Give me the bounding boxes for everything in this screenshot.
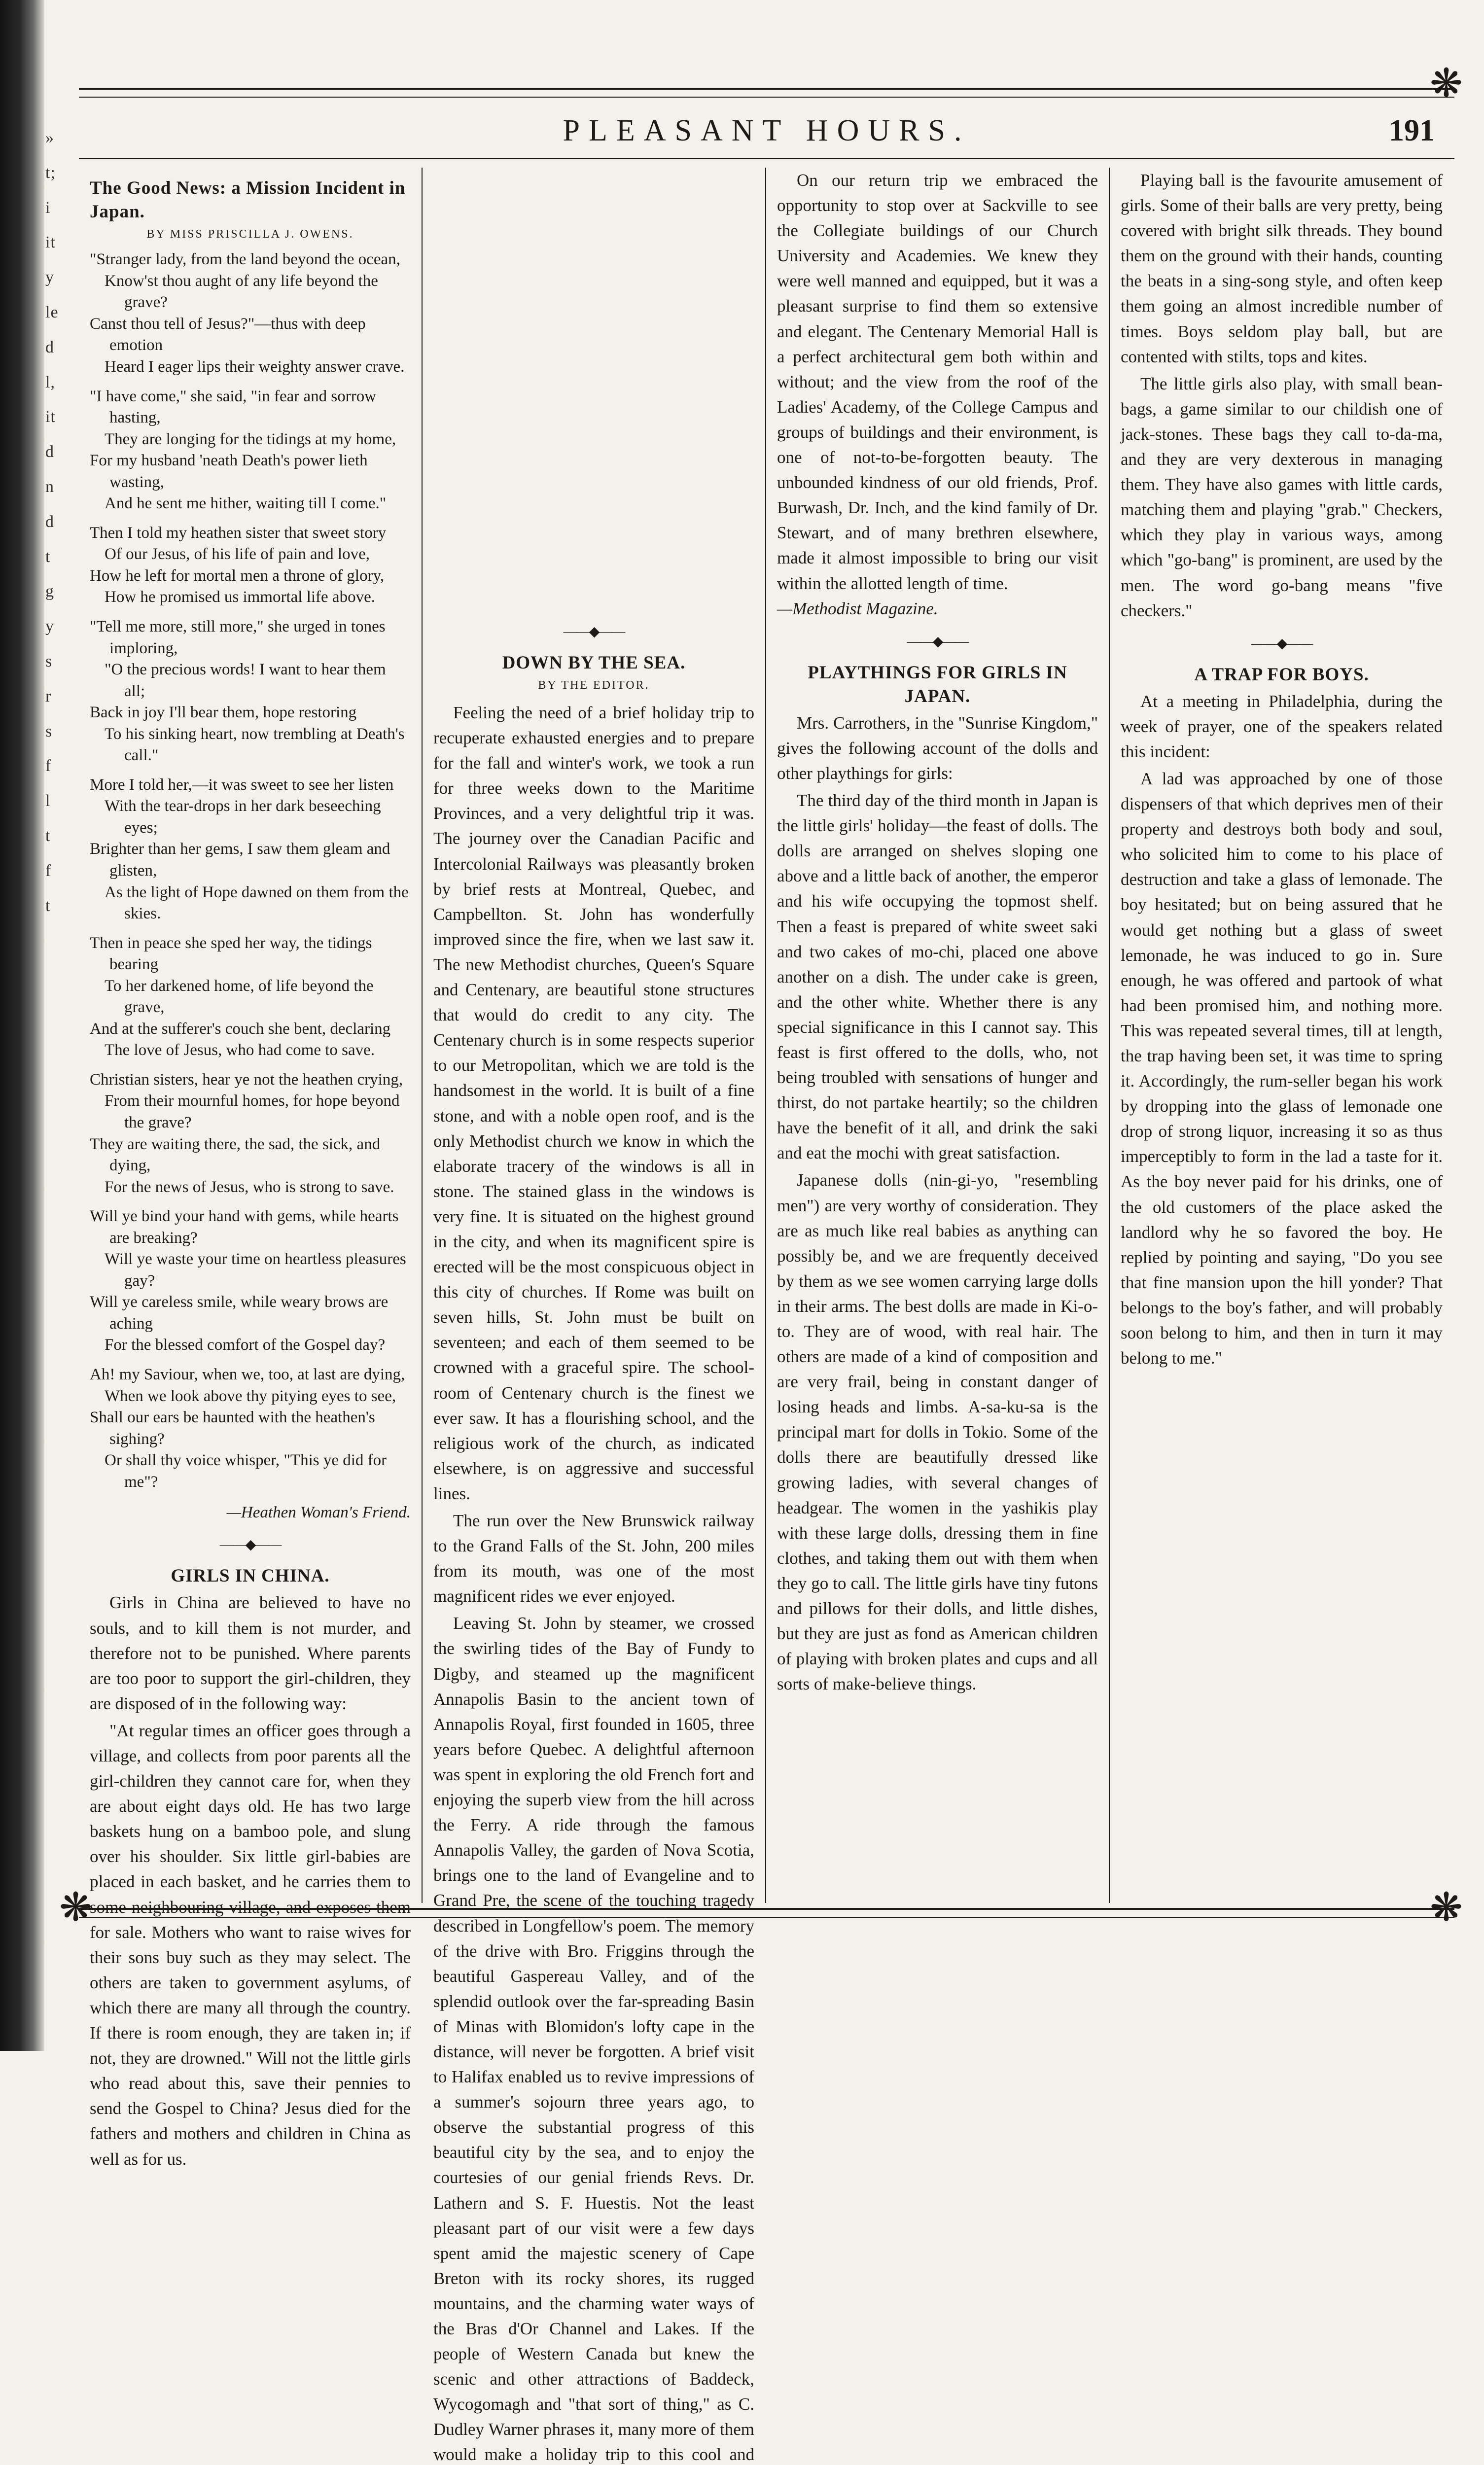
poem-good-news	[90, 249, 411, 1493]
paragraph: Feeling the need of a brief holiday trip to recuperate exhausted energies and to prepare for the fall and winter's work, we took a run for three weeks down to the Maritime Provinces, and a very delightful trip it was. The journey over the Canadian Pacific and Intercolonial Railways was pleasantly broken by brief rests at Montreal, Quebec, and Campbellton. St. John has wonderfully improved since the fire, when we last saw it. The new Methodist churches, Queen's Square and Centenary, are beautiful stone structures that would do credit to any city. The Centenary church is in some respects superior to our Metropolitan, which we are told is the handsomest in the world. It is built of a fine stone, and with a noble open roof, and is the only Methodist church we know in which the elaborate tracery of the windows is all in stone. The stained glass in the windows is very fine. It is situated on the highest ground in the city, and when its magnificent spire is erected will be the most conspicuous object in this city of churches. If Rome was built on seven hills, St. John must be built on seventeen; and each of them seemed to be crowned with a graceful spire. The school-room of Centenary church is the finest we ever saw. It has a flourishing school, and the religious work of the church, as indicated elsewhere, is on aggressive and successful lines.	[433, 703, 754, 1503]
article-title-playthings: PLAYTHINGS FOR GIRLS IN JAPAN.	[808, 662, 1067, 706]
paragraph: On our return trip we embraced the opportunity to stop over at Sackville to see the Collegiate buildings of our Church University and Academies. We knew they were well manned and equipped, but it was a pleasant surprise to find them so extensive and elegant. The Centenary Memorial Hall is a perfect architectural gem both within and without; and the view from the roof of the Ladies' Academy, of the College Campus and groups of buildings and their environment, is one of not-to-be-forgotten beauty. The unbounded kindness of our old friends, Prof. Burwash, Dr. Inch, and the kind family of Dr. Stewart, and of many brethren elsewhere, made it almost impossible to bring our visit within the allotted length of time.	[777, 171, 1098, 593]
poem-stanza	[90, 523, 411, 608]
section-divider: ——◆——	[219, 1537, 281, 1553]
column-3	[766, 168, 1110, 1903]
article-title-good-news: The Good News: a Mission Incident in Japan.	[90, 178, 406, 222]
paragraph: Leaving St. John by steamer, we crossed the swirling tides of the Bay of Fundy to Digby, and steamed up the magnificent Annapolis Basin to the ancient town of Annapolis Royal, first founded in 1605, three years before Quebec. A delightful afternoon was spent in exploring the old French fort and enjoying the superb view from the hill across the Ferry. A ride through the famous Annapolis Valley, the garden of Nova Scotia, brings one to the land of Evangeline and to Grand Pre, the scene of the touching tragedy described in Longfellow's poem. The memory of the drive with Bro. Friggins through the beautiful Gaspereau Valley, and of the splendid outlook over the far-spreading Basin of Minas with Blomidon's lofty cape in the distance, will never be forgotten. A brief visit to Halifax enabled us to revive impressions of a summer's sojourn three years ago, to observe the substantial progress of this beautiful city by the sea, and to enjoy the courtesies of our genial friends Revs. Dr. Lathern and S. F. Huestis. Not the least pleasant part of our visit were a few days spent amid the majestic scenery of Cape Breton with its rocky shores, its rugged mountains, and the charming water ways of the Bras d'Or Channel and Lakes. If the people of Western Canada but knew the scenic and other attractions of Baddeck, Wycogomagh and "that sort of thing," as C. Dudley Warner phrases it, many more of them would make a holiday trip to this cool and	[433, 1614, 754, 2465]
paragraph: A lad was approached by one of those dispensers of that which deprives men of their property and destroys both body and soul, who solicited him to come to his place of destruction and take a glass of lemonade. The boy hesitated; but on being assured that he would get nothing but a glass of sweet lemonade, he was induced to go in. Sure enough, he was offered and partook of what had been promised him, and nothing more. This was repeated several times, till at length, the trap having been set, it was time to spring it. Accordingly, the rum-seller began his work by dropping into the glass of lemonade one drop of strong liquor, increasing it so as thus imperceptibly to form in the lad a taste for it. As the boy never paid for his drinks, one of the old customers of the place asked the landlord why he so favored the boy. He replied by pointing and saying, "Do you see that fine mansion upon the hill yonder? That belongs to the boy's father, and will probably soon belong to him, and then in turn it may belong to me."	[1121, 769, 1443, 1368]
corner-ornament-bottom-right: ❋	[1430, 1886, 1463, 1930]
poem-line: More I told her,—it was sweet to see her listen	[90, 775, 394, 794]
poem-line: To his sinking heart, now trembling at Death's call."	[105, 725, 405, 765]
gutter-mark: f	[45, 861, 52, 880]
poem-line: How he left for mortal men a throne of glory,	[90, 566, 385, 585]
poem-line: "O the precious words! I want to hear them all;	[105, 661, 386, 700]
poem-line: Christian sisters, hear ye not the heathen crying,	[90, 1070, 403, 1089]
gutter-mark: it	[45, 233, 56, 252]
poem-line: Know'st thou aught of any life beyond the grave?	[105, 272, 378, 312]
binding-spine	[0, 0, 44, 2051]
poem-line: For the news of Jesus, who is strong to save.	[105, 1178, 394, 1196]
gutter-mark: d	[45, 512, 54, 531]
top-frame-rule	[79, 88, 1454, 98]
poem-line: They are waiting there, the sad, the sick, and dying,	[90, 1135, 381, 1175]
bottom-frame-rule	[79, 1908, 1454, 1918]
gutter-mark: t	[45, 896, 51, 915]
poem-stanza	[90, 1206, 411, 1356]
poem-line: Will ye careless smile, while weary brows are aching	[90, 1293, 389, 1333]
gutter-mark: y	[45, 617, 54, 636]
gutter-mark: f	[45, 757, 52, 775]
section-divider: ——◆——	[907, 634, 968, 649]
poem-line: Will ye bind your hand with gems, while hearts are breaking?	[90, 1207, 399, 1247]
running-title: PLEASANT HOURS.	[563, 114, 971, 147]
poem-line: Of our Jesus, of his life of pain and love,	[105, 545, 370, 563]
poem-line: Shall our ears be haunted with the heathen's sighing?	[90, 1409, 375, 1448]
page-number: 191	[1389, 114, 1435, 147]
paragraph: Mrs. Carrothers, in the "Sunrise Kingdom," gives the following account of the dolls and other playthings for girls:	[777, 713, 1098, 783]
poem-line: Ah! my Saviour, when we, too, at last are dying,	[90, 1366, 405, 1384]
poem-stanza	[90, 933, 411, 1061]
poem-line: To her darkened home, of life beyond the grave,	[105, 977, 374, 1017]
poem-line: Or shall thy voice whisper, "This ye did for me"?	[105, 1451, 387, 1491]
gutter-mark: le	[45, 303, 59, 321]
paragraph: Playing ball is the favourite amusement of girls. Some of their balls are very pretty, being covered with bright silk threads. They bound them on the ground with their hands, counting the beats in a sing-song style, and often keep them going an almost incredible number of times. Boys seldom play ball, but are contented with stilts, tops and kites.	[1121, 171, 1443, 366]
poem-line: "I have come," she said, "in fear and sorrow hasting,	[90, 387, 377, 427]
byline-good-news: BY MISS PRISCILLA J. OWENS.	[146, 228, 354, 241]
paragraph: The run over the New Brunswick railway to the Grand Falls of the St. John, 200 miles from its mouth, was one of the most magnificent rides we ever enjoyed.	[433, 1511, 754, 1606]
gutter-mark: s	[45, 652, 53, 670]
poem-line: "Stranger lady, from the land beyond the ocean,	[90, 250, 400, 269]
gutter-mark: y	[45, 268, 54, 287]
poem-line: "Tell me more, still more," she urged in tones imploring,	[90, 617, 386, 657]
columns	[79, 168, 1454, 2465]
paragraph: The little girls also play, with small bean-bags, a game similar to our childish one of jack-stones. These bags they call to-da-ma, and they are very dexterous in managing them. They have also games with little cards, matching them and playing "grab." Checkers, which they play in various ways, among which "go-bang" is prominent, are used by the men. The word go-bang means "five checkers."	[1121, 374, 1443, 620]
paragraph: Japanese dolls (nin-gi-yo, "resembling men") are very worthy of consideration. They are as much like real babies as anything can possibly be, and we are frequently deceived by them as we see women carrying large dolls in their arms. The best dolls are made in Ki-o-to. They are of wood, with real hair. The others are made of a kind of composition and are very frail, being in constant danger of losing heads and limbs. A-sa-ku-sa is the principal mart for dolls in Tokio. Some of the dolls there are beautifully dressed like growing ladies, with several changes of headgear. The women in the yashikis play with these large dolls, dressing them in fine clothes, and taking them out with them when they go to call. The little girls have tiny futons and pillows for their dolls, and little dishes, but they are just as fond as American children of playing with broken plates and cups and all sorts of make-believe things.	[777, 1170, 1098, 1694]
poem-stanza	[90, 1364, 411, 1493]
corner-ornament-bottom-left: ❋	[59, 1886, 93, 1930]
poem-line: And he sent me hither, waiting till I come."	[105, 494, 387, 513]
corner-ornament-top-right: ❋	[1430, 62, 1463, 106]
poem-line: Heard I eager lips their weighty answer crave.	[105, 357, 405, 376]
gutter-mark: l	[45, 792, 51, 810]
gutter-mark: s	[45, 722, 53, 740]
column-1	[79, 168, 423, 2169]
poem-line: For the blessed comfort of the Gospel day?	[105, 1336, 386, 1354]
poem-line: When we look above thy pitying eyes to see,	[105, 1387, 396, 1405]
gutter-mark: i	[45, 198, 51, 217]
gutter-mark: d	[45, 338, 54, 356]
gutter-mark: r	[45, 687, 52, 705]
poem-line: For my husband 'neath Death's power lieth wasting,	[90, 452, 368, 491]
poem-stanza	[90, 775, 411, 925]
gutter-mark: g	[45, 582, 54, 601]
article-title-trap-for-boys: A TRAP FOR BOYS.	[1194, 664, 1369, 685]
poem-stanza	[90, 249, 411, 378]
gutter-mark: n	[45, 477, 54, 496]
gutter-mark: t	[45, 547, 51, 566]
paragraph: At a meeting in Philadelphia, during the week of prayer, one of the speakers related this incident:	[1121, 691, 1443, 761]
column-4	[1110, 168, 1453, 1903]
page-header	[79, 104, 1454, 159]
byline-down-by-sea: BY THE EDITOR.	[538, 678, 650, 692]
poem-line: Back in joy I'll bear them, hope restoring	[90, 704, 357, 722]
poem-line: Then I told my heathen sister that sweet story	[90, 524, 387, 542]
source-down-by-sea: —Methodist Magazine.	[777, 599, 938, 618]
poem-line: Then in peace she sped her way, the tidings bearing	[90, 934, 372, 974]
poem-stanza	[90, 1069, 411, 1198]
paragraph: Girls in China are believed to have no souls, and to kill them is not murder, and therefore not to be punished. Where parents are too poor to support the girl-children, they are disposed of in the following way:	[90, 1593, 411, 1713]
poem-line: As the light of Hope dawned on them from the skies.	[105, 883, 409, 923]
poem-line: How he promised us immortal life above.	[105, 588, 375, 606]
poem-line: The love of Jesus, who had come to save.	[105, 1041, 375, 1059]
article-title-down-by-sea: DOWN BY THE SEA.	[502, 652, 686, 673]
poem-line: Brighter than her gems, I saw them gleam and glisten,	[90, 840, 390, 880]
poem-line: Will ye waste your time on heartless pleasures gay?	[105, 1250, 406, 1290]
gutter-mark: d	[45, 443, 54, 461]
paragraph: "At regular times an officer goes through a village, and collects from poor parents all the girl-children they cannot care for, when they are about eight days old. He has two large baskets hung on a bamboo pole, and slung over his shoulder. Six little girl-babies are placed in each basket, and he carries them to some neighbouring village, and exposes them for sale. Mothers who want to raise wives for their sons buy such as they may select. The others are taken to government asylums, of which there are many all through the country. If there is room enough, they are taken in; if not, they are drowned." Will not the little girls who read about this, save their pennies to send the Gospel to China? Jesus died for the fathers and mothers and children in China as well as for us.	[90, 1721, 411, 2169]
column-2-spacer	[433, 168, 754, 611]
poem-line: They are longing for the tidings at my home,	[105, 430, 396, 448]
gutter-mark: it	[45, 408, 56, 426]
gutter-mark: t	[45, 826, 51, 845]
section-divider: ——◆——	[1251, 635, 1312, 651]
section-divider: ——◆——	[563, 624, 625, 639]
article-title-girls-china: GIRLS IN CHINA.	[171, 1566, 330, 1586]
poem-line: With the tear-drops in her dark beseeching eyes;	[105, 797, 381, 837]
gutter-mark: l,	[45, 373, 55, 391]
poem-line: And at the sufferer's couch she bent, declaring	[90, 1020, 391, 1038]
column-2	[423, 168, 766, 2465]
gutter-mark: »	[45, 129, 54, 147]
poem-line: From their mournful homes, for hope beyond the grave?	[105, 1092, 400, 1131]
attribution-good-news: —Heathen Woman's Friend.	[226, 1504, 411, 1522]
gutter-mark: t;	[45, 163, 56, 182]
gutter-marks	[45, 128, 75, 1607]
paragraph: The third day of the third month in Japan is the little girls' holiday—the feast of dolls. The dolls are arranged on shelves sloping one above and a little back of another, the emperor and his wife occupying the topmost shelf. Then a feast is prepared of white sweet saki and two cakes of mo-chi, placed one above another on a dish. The under cake is green, and the other white. Whether there is any special significance in this I cannot say. This feast is first offered to the dolls, who, not being troubled with sensations of hunger and thirst, do not partake heartily; so the children have the benefit of it all, and drink the saki and eat the mochi with great satisfaction.	[777, 791, 1098, 1163]
poem-stanza	[90, 616, 411, 767]
poem-line: Canst thou tell of Jesus?"—thus with deep emotion	[90, 315, 366, 354]
poem-stanza	[90, 386, 411, 515]
